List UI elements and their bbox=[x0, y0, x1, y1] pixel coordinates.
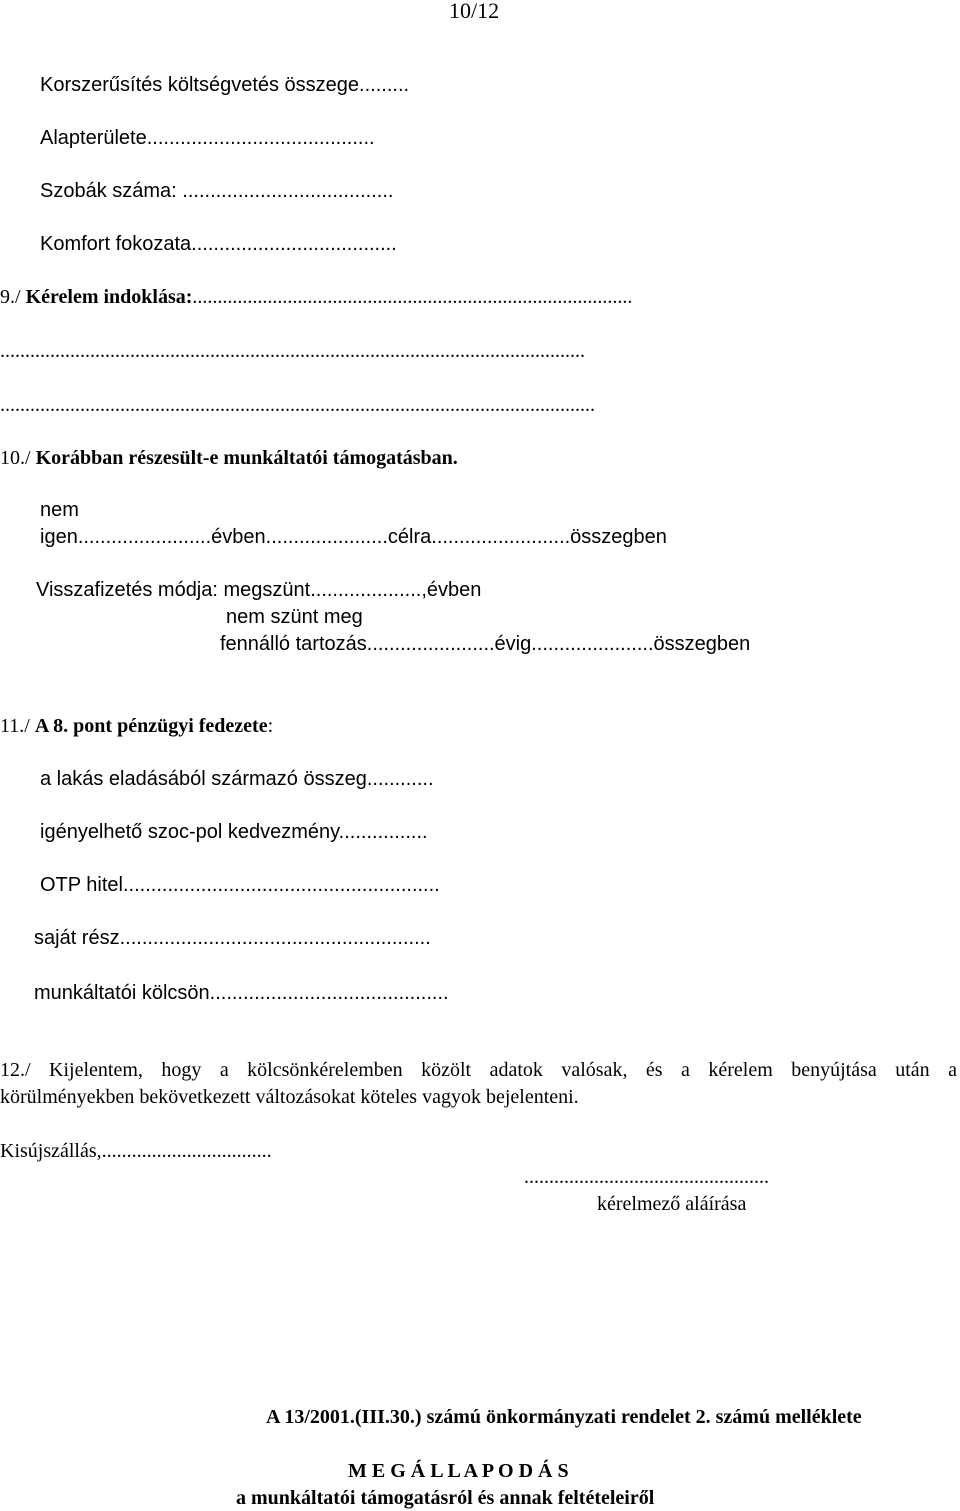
comfort-field: Komfort fokozata..................................... bbox=[40, 233, 397, 255]
q12-line-1 bbox=[0, 1058, 957, 1082]
q11-item: OTP hitel......................................................... bbox=[40, 874, 440, 896]
q10-repayment: Visszafizetés módja: megszünt....................,évben bbox=[36, 579, 482, 601]
q9-number: 9./ bbox=[0, 286, 21, 308]
q9-title: Kérelem indoklása: bbox=[25, 286, 193, 308]
q11-colon: : bbox=[267, 715, 274, 737]
page-number: 10/12 bbox=[449, 0, 500, 23]
q9-dots: ........................................................................................ bbox=[192, 286, 633, 308]
q12-number: 12./ bbox=[0, 1059, 31, 1081]
signature-label: kérelmező aláírása bbox=[597, 1193, 747, 1215]
q10-number: 10./ bbox=[0, 447, 31, 469]
q12-text-1: Kijelentem, hogy a kölcsönkérelemben közölt adatok valósak, és a kérelem benyújtása után a bbox=[49, 1059, 958, 1081]
q11-number: 11./ bbox=[0, 715, 30, 737]
q10-title: Korábban részesült-e munkáltatói támogatásban. bbox=[35, 447, 458, 469]
q11-item: munkáltatói kölcsön........................................... bbox=[34, 982, 449, 1004]
area-field: Alapterülete......................................... bbox=[40, 127, 375, 149]
q10-option-no: nem bbox=[40, 499, 79, 521]
q11-item: igényelhető szoc-pol kedvezmény................ bbox=[40, 821, 428, 843]
q11-item: saját rész........................................................ bbox=[34, 927, 431, 949]
q11-item: a lakás eladásából származó összeg............ bbox=[40, 768, 434, 790]
agreement-title: M E G Á L L A P O D Á S bbox=[348, 1460, 569, 1482]
q11-title: A 8. pont pénzügyi fedezete bbox=[34, 715, 268, 737]
q9-line-3: ....................................................................................................................... bbox=[0, 394, 595, 416]
cost-field: Korszerűsítés költségvetés összege......... bbox=[40, 74, 410, 96]
q12-line-2: körülményekben bekövetkezett változásokat köteles vagyok bejelenteni. bbox=[0, 1086, 579, 1108]
signature-line: ................................................. bbox=[524, 1166, 769, 1188]
q11-heading bbox=[0, 714, 273, 738]
q10-heading bbox=[0, 446, 458, 470]
q10-outstanding-debt: fennálló tartozás.......................évig......................összegben bbox=[220, 633, 751, 655]
q9-line-2: ..................................................................................................................... bbox=[0, 340, 585, 362]
q10-option-yes: igen........................évben......................célra.........................összegben bbox=[40, 526, 667, 548]
place-date: Kisújszállás,.................................. bbox=[0, 1140, 272, 1162]
decree-reference: A 13/2001.(III.30.) számú önkormányzati rendelet 2. számú melléklete bbox=[266, 1406, 862, 1428]
agreement-subtitle: a munkáltatói támogatásról és annak feltételeiről bbox=[236, 1487, 655, 1509]
q9-heading bbox=[0, 285, 632, 309]
q10-not-ended: nem szünt meg bbox=[226, 606, 363, 628]
rooms-field: Szobák száma: ...................................... bbox=[40, 180, 394, 202]
